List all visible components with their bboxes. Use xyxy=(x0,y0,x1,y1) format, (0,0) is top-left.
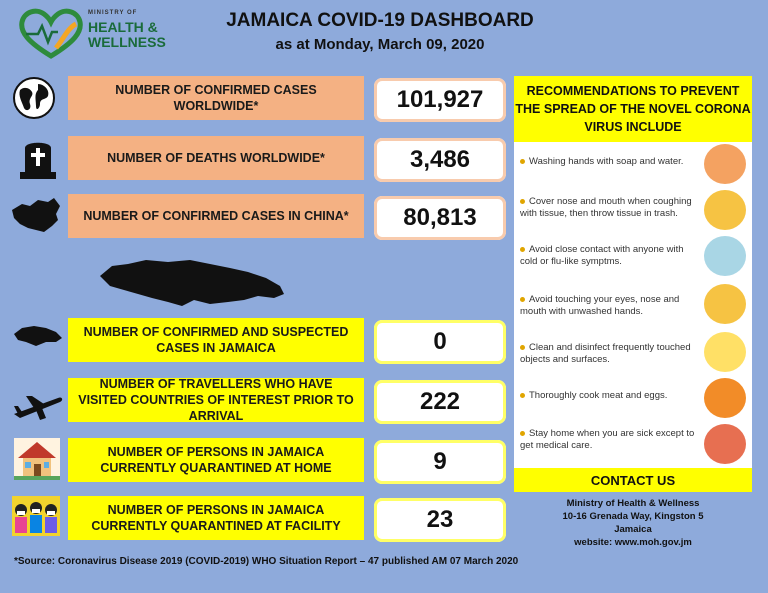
china-map-icon xyxy=(8,196,62,236)
stat-value-jamaica-cases: 0 xyxy=(374,320,506,364)
contact-website[interactable]: website: www.moh.gov.jm xyxy=(574,537,692,548)
tombstone-icon xyxy=(18,138,58,180)
face-touch-icon xyxy=(704,284,746,324)
airplane-icon xyxy=(12,392,64,420)
house-icon xyxy=(14,438,60,480)
sick-person-icon xyxy=(704,236,746,276)
contact-line: Jamaica xyxy=(614,524,652,535)
jamaica-map-icon xyxy=(12,324,64,348)
stat-label-travellers: NUMBER OF TRAVELLERS WHO HAVE VISITED COUNTRIES OF INTEREST PRIOR TO ARRIVAL xyxy=(68,378,364,422)
recommendations-heading: RECOMMENDATIONS TO PREVENT THE SPREAD OF THE NOVEL CORONA VIRUS INCLUDE xyxy=(514,76,752,142)
bullet-icon xyxy=(520,247,525,252)
contact-line: 10-16 Grenada Way, Kingston 5 xyxy=(562,511,704,522)
recommendation-item xyxy=(520,342,696,366)
source-note: *Source: Coronavirus Disease 2019 (COVID-2019) WHO Situation Report – 47 published AM 07 March 2020 xyxy=(14,556,519,567)
recommendation-item xyxy=(520,390,696,402)
bullet-icon xyxy=(520,159,525,164)
contact-line: Ministry of Health & Wellness xyxy=(566,498,700,509)
bullet-icon xyxy=(520,393,525,398)
home-icon xyxy=(704,424,746,464)
stat-label-china-cases: NUMBER OF CONFIRMED CASES IN CHINA* xyxy=(68,194,364,238)
stat-label-jamaica-cases: NUMBER OF CONFIRMED AND SUSPECTED CASES IN JAMAICA xyxy=(68,318,364,362)
handwashing-icon xyxy=(704,144,746,184)
cooked-food-icon xyxy=(704,378,746,418)
stat-label-quarantined-home: NUMBER OF PERSONS IN JAMAICA CURRENTLY QUARANTINED AT HOME xyxy=(68,438,364,482)
globe-icon xyxy=(12,76,56,120)
stat-label-quarantined-facility: NUMBER OF PERSONS IN JAMAICA CURRENTLY QUARANTINED AT FACILITY xyxy=(68,496,364,540)
cleaning-icon xyxy=(704,332,746,372)
stat-value-quarantined-home: 9 xyxy=(374,440,506,484)
contact-info xyxy=(514,497,752,549)
recommendation-text: Cover nose and mouth when coughing with tissue, then throw tissue in trash. xyxy=(520,196,692,219)
logo-line2: WELLNESS xyxy=(88,34,166,50)
contact-heading: CONTACT US xyxy=(514,468,752,492)
logo-name xyxy=(88,20,166,50)
recommendation-item xyxy=(520,428,696,452)
stat-label-worldwide-cases: NUMBER OF CONFIRMED CASES WORLDWIDE* xyxy=(68,76,364,120)
bullet-icon xyxy=(520,431,525,436)
tissue-icon xyxy=(704,190,746,230)
recommendation-item xyxy=(520,294,696,318)
logo-line1: HEALTH & xyxy=(88,19,158,35)
recommendations-panel xyxy=(514,142,752,468)
bullet-icon xyxy=(520,199,525,204)
stat-value-china-cases: 80,813 xyxy=(374,196,506,240)
stat-value-worldwide-cases: 101,927 xyxy=(374,78,506,122)
heart-logo-icon xyxy=(18,8,84,60)
recommendation-text: Clean and disinfect frequently touched objects and surfaces. xyxy=(520,342,691,365)
masked-people-icon xyxy=(12,496,60,536)
jamaica-large-map-icon xyxy=(98,256,286,310)
bullet-icon xyxy=(520,297,525,302)
recommendation-item xyxy=(520,196,696,220)
page-subtitle: as at Monday, March 09, 2020 xyxy=(275,36,485,53)
stat-value-quarantined-facility: 23 xyxy=(374,498,506,542)
recommendation-text: Stay home when you are sick except to get medical care. xyxy=(520,428,695,451)
stat-label-worldwide-deaths: NUMBER OF DEATHS WORLDWIDE* xyxy=(68,136,364,180)
recommendation-text: Thoroughly cook meat and eggs. xyxy=(529,390,668,401)
recommendation-item xyxy=(520,156,696,168)
stat-value-worldwide-deaths: 3,486 xyxy=(374,138,506,182)
recommendation-text: Washing hands with soap and water. xyxy=(529,156,684,167)
recommendation-text: Avoid close contact with anyone with cold or flu-like symptms. xyxy=(520,244,684,267)
logo-top-text: MINISTRY OF xyxy=(88,10,138,16)
recommendation-text: Avoid touching your eyes, nose and mouth with unwashed hands. xyxy=(520,294,680,317)
page-title: JAMAICA COVID-19 DASHBOARD xyxy=(226,10,534,31)
bullet-icon xyxy=(520,345,525,350)
recommendation-item xyxy=(520,244,696,268)
stat-value-travellers: 222 xyxy=(374,380,506,424)
